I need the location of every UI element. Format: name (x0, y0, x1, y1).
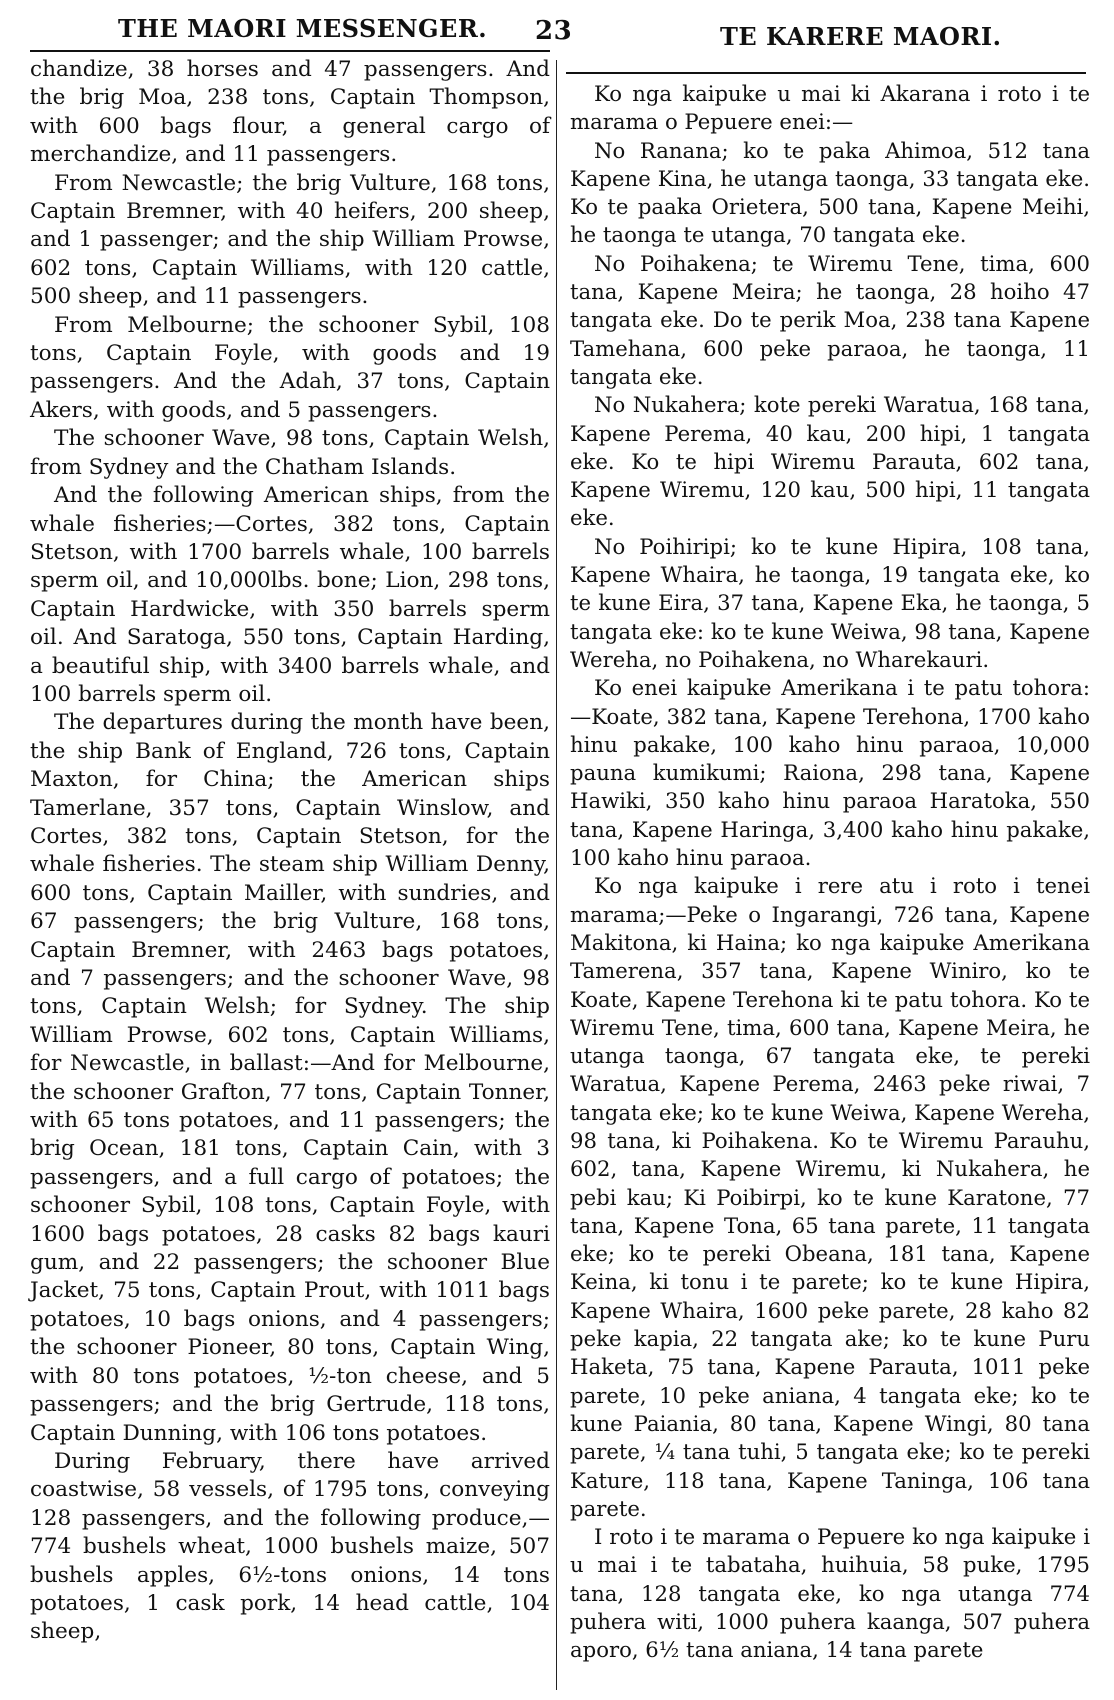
paragraph: And the following American ships, from the whale fisheries;—Cortes, 382 tons, Captain Stetson, with 1700 barrels whale, 100 barrels sperm oil, and 10,000lbs. bone; Lion, 298 tons, Captain Hardwicke, with 350 barrels sperm oil. And Saratoga, 550 tons, Captain Harding, a beautiful ship, with 3400 barrels whale, and 100 barrels sperm oil. (30, 483, 550, 707)
paragraph: Ko enei kaipuke Amerikana i te patu tohora:—Koate, 382 tana, Kapene Terehona, 1700 kaho hinu pakake, 100 kaho hinu paraoa, 10,000 pauna kumikumi; Raiona, 298 tana, Kapene Hawiki, 350 kaho hinu paraoa Haratoka, 550 tana, Kapene Haringa, 3,400 kaho hinu pakake, 100 kaho hinu paraoa. (570, 675, 1090, 871)
paragraph: chandize, 38 horses and 47 passengers. And the brig Moa, 238 tons, Captain Thompson, with 600 bags flour, a general cargo of merchandize, and 11 passengers. (30, 57, 550, 168)
column-divider (556, 60, 557, 1690)
english-column (30, 56, 550, 1647)
paragraph: No Poihakena; te Wiremu Tene, tima, 600 tana, Kapene Meira; he taonga, 28 hoiho 47 tangata eke. Do te perik Moa, 238 tana Kapene Tamehana, 600 peke paraoa, he taonga, 11 tangata eke. (570, 250, 1090, 389)
maori-column (570, 80, 1090, 1665)
paragraph: No Ranana; ko te paka Ahimoa, 512 tana Kapene Kina, he utanga taonga, 33 tangata eke. Ko te paaka Orietera, 500 tana, Kapene Meihi, he taonga te utanga, 70 tangata eke. (570, 137, 1090, 248)
paragraph: Ko nga kaipuke u mai ki Akarana i roto i te marama o Pepuere enei:— (570, 81, 1090, 135)
english-masthead: THE MAORI MESSENGER. (118, 14, 488, 43)
paragraph: From Melbourne; the schooner Sybil, 108 tons, Captain Foyle, with goods and 19 passengers. And the Adah, 37 tons, Captain Akers, with goods, and 5 passengers. (30, 312, 550, 423)
header-rule-left (30, 50, 550, 52)
paragraph: Ko nga kaipuke i rere atu i roto i tenei marama;—Peke o Ingarangi, 726 tana, Kapene Makitona, ki Haina; ko nga kaipuke Amerikana Tamerena, 357 tana, Kapene Winiro, ko te Koate, Kapene Terehona ki te patu tohora. Ko te Wiremu Tene, tima, 600 tana, Kapene Meira, he utanga taonga, 67 tangata eke, te pereki Waratua, Kapene Perema, 2463 peke riwai, 7 tangata eke; ko te kune Weiwa, Kapene Wereha, 98 tana, ki Poihakena. Ko te Wiremu Parauhu, 602, tana, Kapene Wiremu, ki Nukahera, he pebi kau; Ki Poibirpi, ko te kune Karatone, 77 tana, Kapene Tona, 65 tana parete, 11 tangata eke; ko te pereki Obeana, 181 tana, Kapene Keina, ki tonu i te parete; ko te kune Hipira, Kapene Whaira, 1600 peke parete, 28 kaho 82 peke kapia, 22 tangata ake; ko te kune Puru Haketa, 75 tana, Kapene Parauta, 1011 peke parete, 10 peke aniana, 4 tangata eke; ko te kune Paiania, 80 tana, Kapene Wingi, 80 tana parete, ¼ tana tuhi, 5 tangata eke; ko te pereki Kature, 118 tana, Kapene Taninga, 106 tana parete. (570, 873, 1090, 1521)
page-header (30, 8, 1084, 51)
header-rule-right (566, 72, 1086, 74)
paragraph: I roto i te marama o Pepuere ko nga kaipuke i u mai i te tabataha, huihuia, 58 puke, 1795 tana, 128 tangata eke, ko nga utanga 774 puhera witi, 1000 puhera kaanga, 507 puhera aporo, 6½ tana aniana, 14 tana parete (570, 1524, 1090, 1663)
paragraph: During February, there have arrived coastwise, 58 vessels, of 1795 tons, conveying 128 passengers, and the following produce,—774 bushels wheat, 1000 bushels maize, 507 bushels apples, 6½-tons onions, 14 tons potatoes, 1 cask pork, 14 head cattle, 104 sheep, (30, 1448, 550, 1645)
paragraph: The departures during the month have been, the ship Bank of England, 726 tons, Captain Maxton, for China; the American ships Tamerlane, 357 tons, Captain Winslow, and Cortes, 382 tons, Captain Stetson, for the whale fisheries. The steam ship William Denny, 600 tons, Captain Mailler, with sundries, and 67 passengers; the brig Vulture, 168 tons, Captain Bremner, with 2463 bags potatoes, and 7 passengers; and the schooner Wave, 98 tons, Captain Welsh; for Sydney. The ship William Prowse, 602 tons, Captain Williams, for Newcastle, in ballast:—And for Melbourne, the schooner Grafton, 77 tons, Captain Tonner, with 65 tons potatoes, and 11 passengers; the brig Ocean, 181 tons, Captain Cain, with 3 passengers, and a full cargo of potatoes; the schooner Sybil, 108 tons, Captain Foyle, with 1600 bags potatoes, 28 casks 82 bags kauri gum, and 22 passengers; the schooner Blue Jacket, 75 tons, Captain Prout, with 1011 bags potatoes, 10 bags onions, and 4 passengers; the schooner Pioneer, 80 tons, Captain Wing, with 80 tons potatoes, ½-ton cheese, and 5 passengers; and the brig Gertrude, 118 tons, Captain Dunning, with 106 tons potatoes. (30, 710, 550, 1446)
paragraph: No Nukahera; kote pereki Waratua, 168 tana, Kapene Perema, 40 kau, 200 hipi, 1 tangata eke. Ko te hipi Wiremu Parauta, 602 tana, Kapene Wiremu, 120 kau, 500 hipi, 11 tangata eke. (570, 392, 1090, 531)
maori-masthead: TE KARERE MAORI. (720, 22, 1002, 51)
paragraph: From Newcastle; the brig Vulture, 168 tons, Captain Bremner, with 40 heifers, 200 sheep, and 1 passenger; and the ship William Prowse, 602 tons, Captain Williams, with 120 cattle, 500 sheep, and 11 passengers. (30, 170, 550, 310)
paragraph: The schooner Wave, 98 tons, Captain Welsh, from Sydney and the Chatham Islands. (30, 426, 550, 480)
page-number: 23 (535, 16, 573, 46)
paragraph: No Poihiripi; ko te kune Hipira, 108 tana, Kapene Whaira, he taonga, 19 tangata eke, ko te kune Eira, 37 tana, Kapene Eka, he taonga, 5 tangata eke: ko te kune Weiwa, 98 tana, Kapene Wereha, no Poihakena, no Wharekauri. (570, 533, 1090, 672)
